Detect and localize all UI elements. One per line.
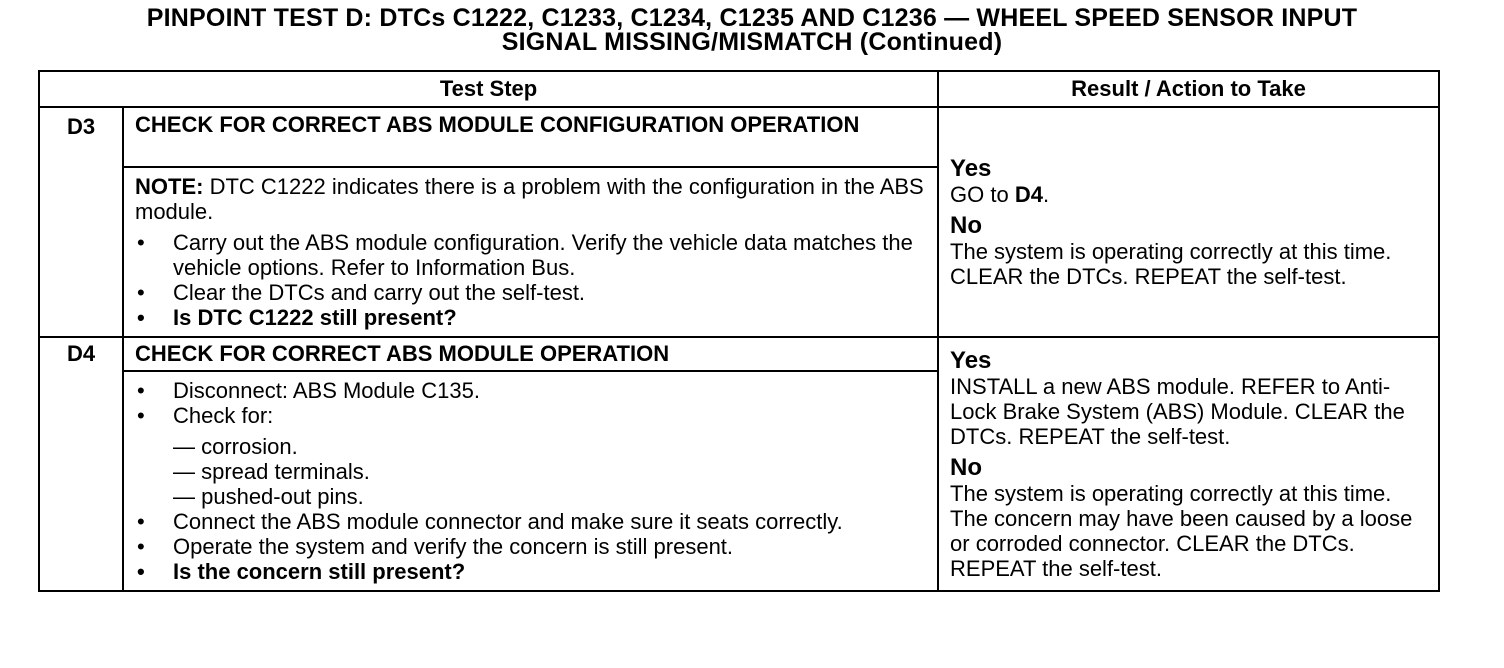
d4-bullet: • Check for: — [135, 403, 927, 428]
d3-body — [123, 167, 938, 337]
d4-check-item: — corrosion. — [173, 434, 298, 459]
d4-yes-label: Yes — [950, 346, 992, 374]
header-test-step: Test Step — [39, 71, 938, 107]
d3-heading: CHECK FOR CORRECT ABS MODULE CONFIGURATION OPERATION — [123, 107, 938, 167]
d3-step-id: D3 — [39, 107, 123, 167]
pinpoint-test-table — [38, 70, 1440, 592]
d3-no-text: The system is operating correctly at this time. CLEAR the DTCs. REPEAT the self-test. — [950, 238, 1392, 289]
d3-bullet: • Carry out the ABS module configuration. Verify the vehicle data matches the vehicle options. Refer to Information Bus. — [135, 230, 927, 280]
page-title — [30, 6, 1474, 54]
d4-bullet: • Operate the system and verify the concern is still present. — [135, 534, 927, 559]
d4-check-item: — pushed-out pins. — [173, 484, 364, 509]
d4-step-spacer — [39, 371, 123, 591]
d4-check-item: — spread terminals. — [173, 459, 370, 484]
d3-yes-prefix: GO to — [950, 181, 1015, 207]
d4-bullet: • Disconnect: ABS Module C135. — [135, 378, 927, 403]
table-header-row — [39, 71, 1439, 107]
d4-body — [123, 371, 938, 591]
title-line-1: PINPOINT TEST D: DTCs C1222, C1233, C1234, C1235 AND C1236 — WHEEL SPEED SENSOR INPUT — [146, 4, 1358, 32]
d4-bullet: • Connect the ABS module connector and make sure it seats correctly. — [135, 509, 927, 534]
d4-result — [938, 337, 1439, 591]
d4-step-id: D4 — [39, 337, 123, 371]
d4-yes-text: INSTALL a new ABS module. REFER to Anti-Lock Brake System (ABS) Module. CLEAR the DTCs. REPEAT the self-test. — [950, 373, 1405, 449]
d4-question: • Is the concern still present? — [135, 559, 927, 584]
d3-note-label: NOTE: — [135, 174, 204, 199]
d3-note — [135, 174, 927, 224]
d4-no-label: No — [950, 453, 983, 481]
d3-question: • Is DTC C1222 still present? — [135, 305, 927, 330]
d3-no-label: No — [950, 211, 983, 239]
d3-bullet: • Clear the DTCs and carry out the self-test. — [135, 280, 927, 305]
d3-yes-suffix: . — [1042, 181, 1050, 207]
d3-heading-row — [39, 107, 1439, 167]
d3-yes-target: D4 — [1014, 181, 1043, 207]
d3-yes-text — [950, 182, 1430, 207]
d3-step-spacer — [39, 167, 123, 337]
d4-heading-row — [39, 337, 1439, 371]
d3-note-text: DTC C1222 indicates there is a problem with the configuration in the ABS module. — [135, 174, 924, 224]
d4-heading: CHECK FOR CORRECT ABS MODULE OPERATION — [123, 337, 938, 371]
d3-yes-label: Yes — [950, 154, 992, 182]
header-result: Result / Action to Take — [938, 71, 1439, 107]
d4-no-text: The system is operating correctly at this time. The concern may have been caused by a loose or corroded connector. CLEAR the DTCs. REPEAT the self-test. — [950, 480, 1413, 581]
d3-result — [938, 107, 1439, 337]
title-line-2: SIGNAL MISSING/MISMATCH (Continued) — [501, 28, 1003, 56]
